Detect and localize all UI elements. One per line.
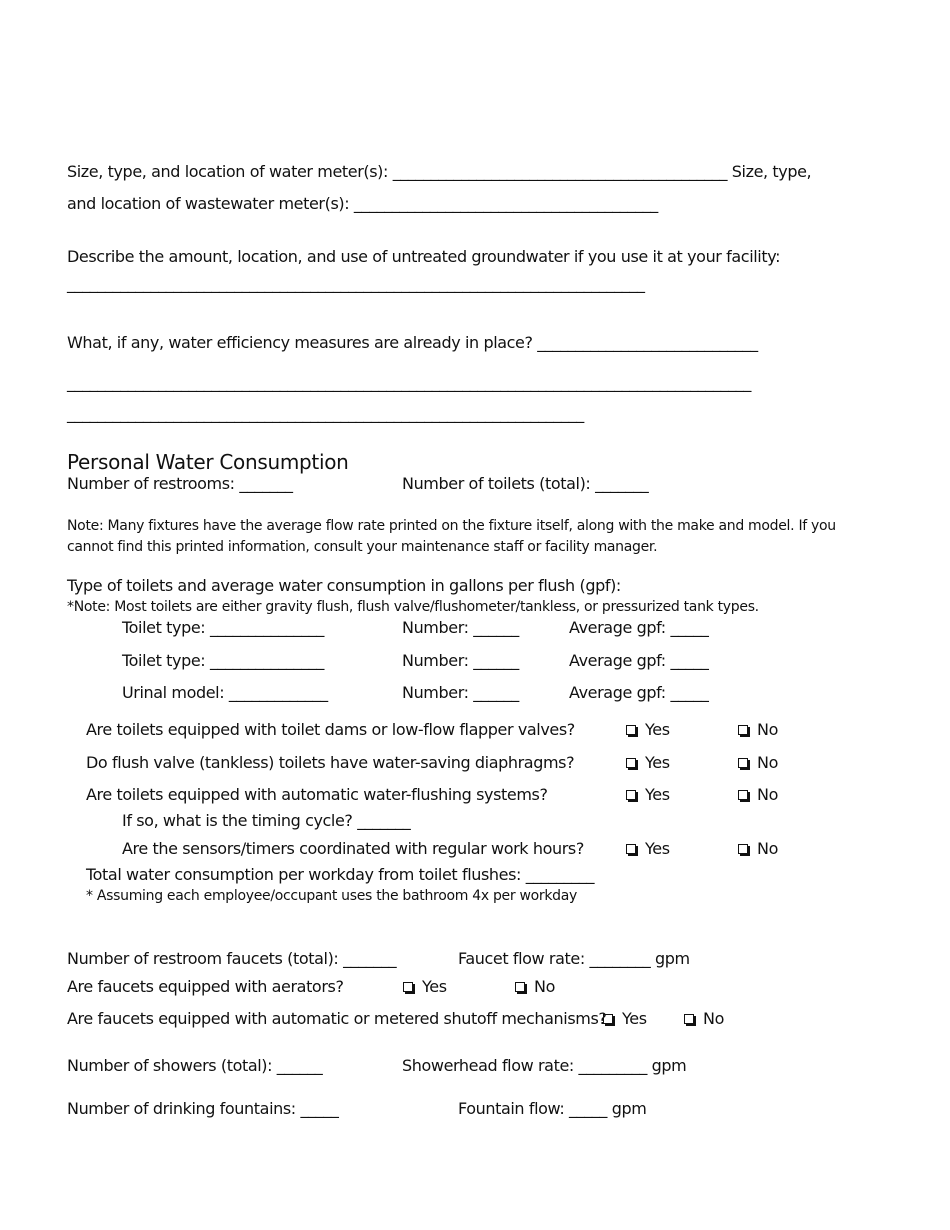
toilet-type-field-1[interactable]: Toilet type: _______________ <box>122 618 324 637</box>
timing-cycle-field[interactable]: If so, what is the timing cycle? _______ <box>122 811 411 830</box>
checkbox-icon[interactable] <box>626 725 636 735</box>
shutoff-question: Are faucets equipped with automatic or metered shutoff mechanisms? <box>67 1009 607 1028</box>
auto-flush-yes[interactable]: Yes <box>626 785 670 805</box>
toilet-type-heading: Type of toilets and average water consumption in gallons per flush (gpf): <box>67 576 621 595</box>
toilet-dams-no[interactable]: No <box>738 720 778 740</box>
fixture-note-line-2: cannot find this printed information, consult your maintenance staff or facility manager. <box>67 539 658 555</box>
toilet-type-field-2[interactable]: Toilet type: _______________ <box>122 651 324 670</box>
groundwater-answer-line[interactable]: ____________________________________________________________________________ <box>67 274 645 293</box>
fountain-flow-field[interactable]: Fountain flow: _____ gpm <box>458 1099 647 1118</box>
shutoff-no[interactable]: No <box>684 1009 724 1029</box>
section-title: Personal Water Consumption <box>67 450 349 474</box>
showerhead-flow-field[interactable]: Showerhead flow rate: _________ gpm <box>402 1056 687 1075</box>
sensors-yes[interactable]: Yes <box>626 839 670 859</box>
checkbox-icon[interactable] <box>738 758 748 768</box>
aerators-yes[interactable]: Yes <box>403 977 447 997</box>
checkbox-icon[interactable] <box>738 844 748 854</box>
auto-flush-no[interactable]: No <box>738 785 778 805</box>
auto-flush-question: Are toilets equipped with automatic water-flushing systems? <box>86 785 548 804</box>
efficiency-answer-line-1[interactable]: __________________________________________________________________________________________ <box>67 373 752 392</box>
toilet-gpf-field-2[interactable]: Average gpf: _____ <box>569 651 709 670</box>
shower-count-field[interactable]: Number of showers (total): ______ <box>67 1056 323 1075</box>
diaphragms-no[interactable]: No <box>738 753 778 773</box>
efficiency-question: What, if any, water efficiency measures are already in place? _____________________________ <box>67 333 758 352</box>
faucet-flow-field[interactable]: Faucet flow rate: ________ gpm <box>458 949 690 968</box>
groundwater-question: Describe the amount, location, and use of untreated groundwater if you use it at your facility: <box>67 247 781 266</box>
fixture-note-line-1: Note: Many fixtures have the average flow rate printed on the fixture itself, along with the make and model. If you <box>67 518 836 534</box>
faucet-count-field[interactable]: Number of restroom faucets (total): _______ <box>67 949 397 968</box>
urinal-model-field[interactable]: Urinal model: _____________ <box>122 683 328 702</box>
sensors-no[interactable]: No <box>738 839 778 859</box>
total-consumption-field[interactable]: Total water consumption per workday from toilet flushes: _________ <box>86 865 595 884</box>
toilet-dams-yes[interactable]: Yes <box>626 720 670 740</box>
toilet-number-field-1[interactable]: Number: ______ <box>402 618 519 637</box>
assumption-note: * Assuming each employee/occupant uses the bathroom 4x per workday <box>86 888 577 904</box>
checkbox-icon[interactable] <box>626 790 636 800</box>
toilets-total-field[interactable]: Number of toilets (total): _______ <box>402 474 649 493</box>
urinal-number-field[interactable]: Number: ______ <box>402 683 519 702</box>
checkbox-icon[interactable] <box>626 844 636 854</box>
aerators-no[interactable]: No <box>515 977 555 997</box>
checkbox-icon[interactable] <box>403 982 413 992</box>
checkbox-icon[interactable] <box>738 725 748 735</box>
sensors-question: Are the sensors/timers coordinated with regular work hours? <box>122 839 584 858</box>
checkbox-icon[interactable] <box>684 1014 694 1024</box>
water-meter-question: Size, type, and location of water meter(s): ____________________________________________ Size, type, <box>67 162 812 181</box>
wastewater-meter-question: and location of wastewater meter(s): ________________________________________ <box>67 194 658 213</box>
diaphragms-yes[interactable]: Yes <box>626 753 670 773</box>
checkbox-icon[interactable] <box>603 1014 613 1024</box>
toilet-dams-question: Are toilets equipped with toilet dams or low-flow flapper valves? <box>86 720 575 739</box>
toilet-type-note: *Note: Most toilets are either gravity flush, flush valve/flushometer/tankless, or pressurized tank types. <box>67 599 759 615</box>
restrooms-count-field[interactable]: Number of restrooms: _______ <box>67 474 293 493</box>
urinal-gpf-field[interactable]: Average gpf: _____ <box>569 683 709 702</box>
shutoff-yes[interactable]: Yes <box>603 1009 647 1029</box>
checkbox-icon[interactable] <box>515 982 525 992</box>
diaphragms-question: Do flush valve (tankless) toilets have water-saving diaphragms? <box>86 753 575 772</box>
toilet-gpf-field-1[interactable]: Average gpf: _____ <box>569 618 709 637</box>
fountain-count-field[interactable]: Number of drinking fountains: _____ <box>67 1099 339 1118</box>
checkbox-icon[interactable] <box>738 790 748 800</box>
efficiency-answer-line-2[interactable]: ____________________________________________________________________ <box>67 404 584 423</box>
toilet-number-field-2[interactable]: Number: ______ <box>402 651 519 670</box>
checkbox-icon[interactable] <box>626 758 636 768</box>
aerators-question: Are faucets equipped with aerators? <box>67 977 344 996</box>
